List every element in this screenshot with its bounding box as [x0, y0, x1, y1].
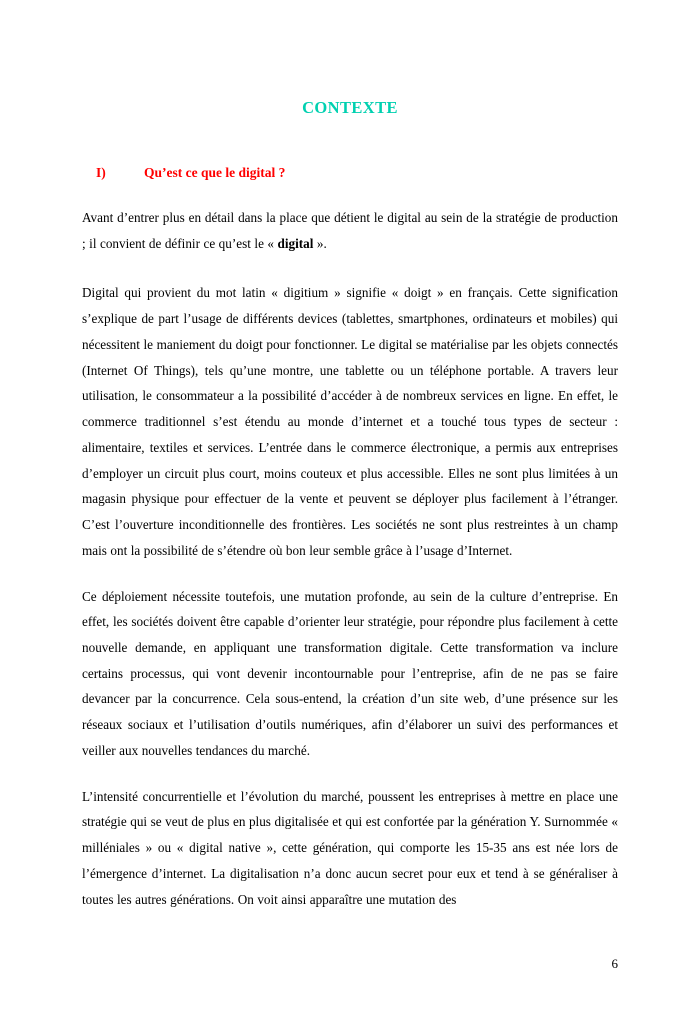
paragraph-intro-part-1: Avant d’entrer plus en détail dans la place que détient le digital au sein de la stratégie de production ; il convient de définir ce qu’est le « — [82, 210, 618, 251]
paragraph-definition: Digital qui provient du mot latin « digitium » signifie « doigt » en français. Cette signification s’explique de part l’usage de différents devices (tablettes, smartphones, ordinateurs et mobiles) qui nécessitent le maniement du doigt pour fonctionner. Le digital se matérialise par les objets connectés (Internet Of Things), tels qu’une montre, une tablette ou un téléphone portable. A travers leur utilisation, le consommateur a la possibilité d’accéder à de nombreux services en ligne. En effet, le commerce traditionnel s’est étendu au monde d’internet et a touché tous types de secteur : alimentaire, textiles et services. L’entrée dans le commerce électronique, a permis aux entreprises d’employer un circuit plus court, moins couteux et plus accessible. Elles ne sont plus limitées à un magasin physique pour effectuer de la vente et peuvent se déployer plus facilement à l’étranger. C’est l’ouverture inconditionnelle des frontières. Les sociétés ne sont plus restreintes à un champ mais ont la possibilité de s’étendre où bon leur semble grâce à l’usage d’Internet. — [82, 285, 618, 558]
page-title: CONTEXTE — [302, 98, 398, 117]
paragraph-competition: L’intensité concurrentielle et l’évolution du marché, poussent les entreprises à mettre en place une stratégie qui se veut de plus en plus digitalisée et qui est confortée par la génération Y. Surnommée « milléniales » ou « digital native », cette génération, qui comporte les 15-35 ans est née lors de l’émergence d’internet. La digitalisation n’a donc aucun secret pour eux et tend à se généraliser à toutes les autres générations. On voit ainsi apparaître une mutation des — [82, 788, 618, 907]
section-number: I) — [96, 165, 106, 180]
paragraph-intro-part-2: ». — [313, 235, 327, 251]
section-heading-label: Qu’est ce que le digital ? — [144, 165, 286, 180]
section-heading — [82, 118, 618, 181]
page-number: 6 — [611, 956, 618, 971]
paragraph-intro-emphasis: digital — [277, 235, 314, 251]
paragraph-intro — [82, 181, 618, 256]
paragraph-deployment: Ce déploiement nécessite toutefois, une mutation profonde, au sein de la culture d’entreprise. En effet, les sociétés doivent être capable d’orienter leur stratégie, pour répondre plus facilement à cette nouvelle demande, en appliquant une transformation digitale. Cette transformation va inclure certains processus, qui vont devenir incontournable pour l’entreprise, afin de ne pas se faire devancer par la concurrence. Cela sous-entend, la création d’un site web, d’une présence sur les réseaux sociaux et l’utilisation d’outils numériques, afin d’élaborer un suivi des performances et veiller aux nouvelles tendances du marché. — [82, 588, 618, 758]
